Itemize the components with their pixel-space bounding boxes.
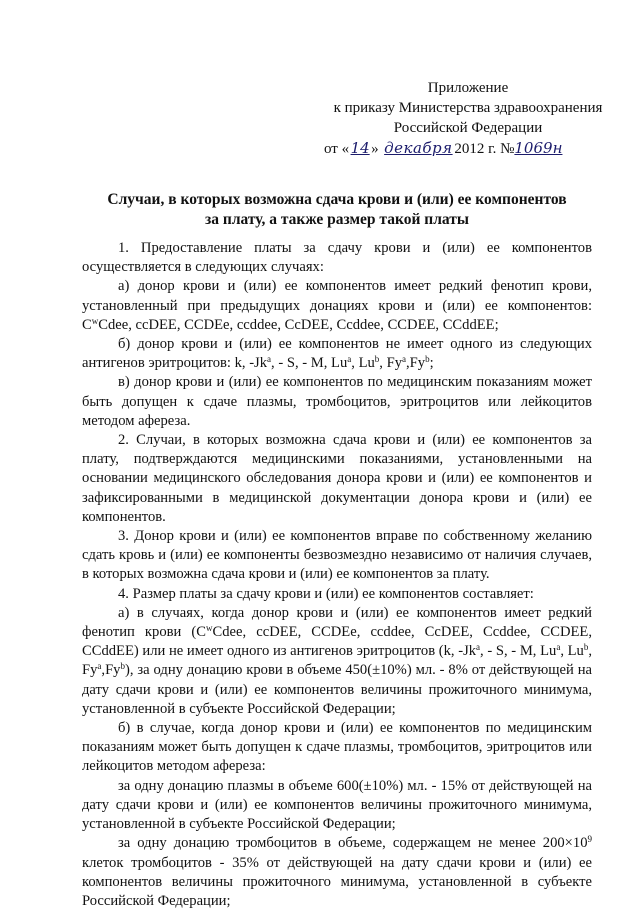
order-reference: к приказу Министерства здравоохранения bbox=[333, 100, 603, 116]
superscript: b bbox=[583, 642, 589, 653]
text-run: , - S, - M, Lu bbox=[480, 643, 557, 660]
paragraph-4b: б) в случае, когда донор крови и (или) ее компонентов по медицинским показаниям может быть допущен к сдаче плазмы, тромбоцитов, эритроцитов или лейкоцитов методом афереза: bbox=[82, 720, 592, 775]
text-run: , - S, - M, Lu bbox=[271, 355, 348, 372]
superscript: a bbox=[347, 354, 352, 365]
text-run: ,Fy bbox=[101, 662, 121, 679]
text-run: ), за одну донацию крови в объеме 450(±10%) мл. - 8% от действующей на дату сдачи крови и (или) ее компонентов величины прожиточного минимума, установленной в субъекте Российской Федерации; bbox=[82, 662, 592, 717]
country-name: Российской Федерации bbox=[393, 120, 543, 136]
handwritten-month: декабря bbox=[384, 139, 453, 157]
paragraph-1a bbox=[82, 277, 592, 335]
paragraph-4b-plasma: за одну донацию плазмы в объеме 600(±10%) мл. - 15% от действующей на дату сдачи крови и (или) ее компонентов величины прожиточного минимума, установленной в субъекте Российской Федерации; bbox=[82, 777, 592, 833]
superscript: b bbox=[120, 661, 125, 672]
text-run: , Lu bbox=[351, 355, 375, 372]
appendix-label: Приложение bbox=[427, 80, 509, 96]
text-run: ; bbox=[429, 355, 434, 372]
paragraph-4a bbox=[82, 604, 592, 719]
superscript: w bbox=[91, 315, 99, 326]
paragraph-1b bbox=[82, 335, 592, 373]
document-title bbox=[82, 190, 592, 230]
document-body bbox=[82, 239, 592, 911]
paragraph-3: 3. Донор крови и (или) ее компонентов вправе по собственному желанию сдать кровь и (или) ее компоненты безвозмездно независимо от наличия случаев, в которых возможна сдача крови и (или) ее компонентов за плату. bbox=[82, 528, 592, 583]
handwritten-day: 14 bbox=[350, 139, 370, 157]
paragraph-2: 2. Случаи, в которых возможна сдача крови и (или) ее компонентов за плату, подтверждаются медицинскими показаниями, установленными на основании медицинского обследования донора крови и (или) ее компонентов и зафиксированными в медицинской документации донора крови и (или) ее компонентов. bbox=[82, 432, 592, 525]
text-run: а) донор крови и (или) ее компонентов имеет редкий фенотип крови, установленный при предыдущих донациях крови и (или) ее компонентов: C bbox=[82, 278, 592, 333]
date-prefix: от « bbox=[324, 141, 350, 157]
title-line-2: за плату, а также размер такой платы bbox=[205, 211, 469, 228]
superscript: a bbox=[476, 642, 481, 653]
text-run: , Fy bbox=[379, 355, 402, 372]
superscript: a bbox=[402, 354, 406, 365]
paragraph-4b-platelets bbox=[82, 834, 592, 911]
superscript: 9 bbox=[587, 834, 592, 845]
paragraph-1c: в) донор крови и (или) ее компонентов по медицинским показаниям может быть допущен к сдаче плазмы, тромбоцитов, эритроцитов или лейкоцитов методом афереза. bbox=[82, 374, 592, 429]
appendix-header bbox=[318, 78, 618, 159]
superscript: a bbox=[556, 642, 561, 653]
handwritten-order-number: 1069н bbox=[514, 139, 563, 157]
text-run: Cdee, ccDEE, CCDEe, ccddee, CcDEE, Ccddee, CCDEE, CCddEE) или не имеет одного из антигенов эритроцитов (k, -Jk bbox=[82, 624, 592, 660]
superscript: b bbox=[374, 354, 380, 365]
text-run: ,Fy bbox=[406, 355, 426, 372]
superscript: b bbox=[425, 354, 430, 365]
date-year: 2012 г. № bbox=[454, 141, 515, 157]
superscript: a bbox=[97, 661, 102, 672]
superscript: a bbox=[267, 354, 272, 365]
text-run: клеток тромбоцитов - 35% от действующей на дату сдачи крови и (или) ее компонентов величины прожиточного минимума, установленной в субъекте Российской Федерации; bbox=[82, 854, 592, 909]
text-run: Cdee, ccDEE, CCDEe, ccddee, CcDEE, Ccddee, CCDEE, CCddEE; bbox=[98, 316, 499, 333]
date-quote-close: » bbox=[371, 141, 379, 157]
paragraph-4: 4. Размер платы за сдачу крови и (или) ее компонентов составляет: bbox=[118, 585, 534, 602]
order-date-line bbox=[318, 138, 618, 159]
text-run: б) донор крови и (или) ее компонентов не имеет одного из следующих антигенов эритроцитов: k, -Jk bbox=[82, 336, 592, 372]
text-run: , Fy bbox=[82, 643, 592, 679]
superscript: w bbox=[206, 623, 213, 634]
text-run: за одну донацию тромбоцитов в объеме, содержащем не менее 200×10 bbox=[118, 835, 588, 852]
text-run: а) в случаях, когда донор крови и (или) ее компонентов имеет редкий фенотип крови (C bbox=[82, 604, 592, 641]
title-line-1: Случаи, в которых возможна сдача крови и (или) ее компонентов bbox=[107, 191, 567, 208]
text-run: , Lu bbox=[560, 643, 584, 660]
paragraph-1: 1. Предоставление платы за сдачу крови и (или) ее компонентов осуществляется в следующих случаях: bbox=[82, 240, 592, 276]
